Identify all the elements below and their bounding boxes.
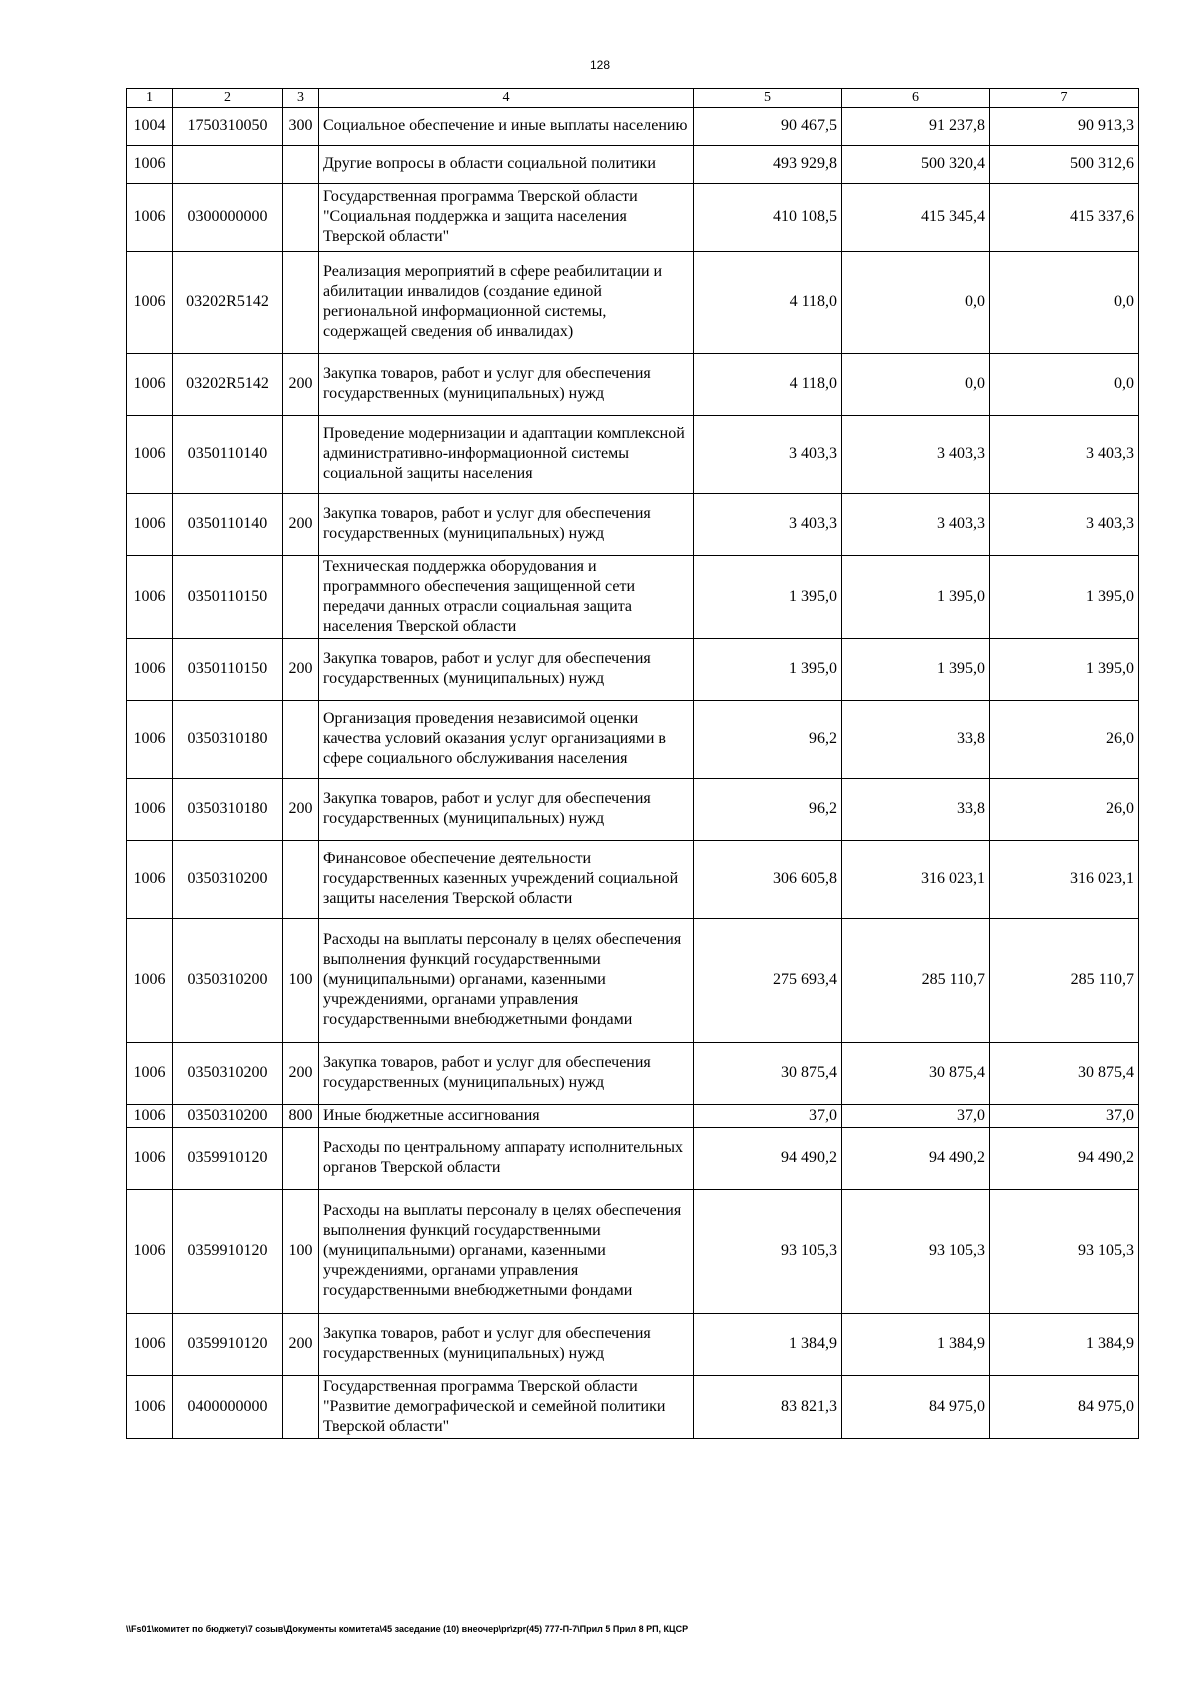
expense-type-code: 200 (283, 353, 319, 415)
table-row (127, 840, 1139, 918)
table-row (127, 353, 1139, 415)
amount-col-5: 30 875,4 (694, 1042, 842, 1104)
amount-col-7: 1 395,0 (990, 638, 1139, 700)
target-article-code: 1750310050 (173, 107, 283, 145)
target-article-code: 0300000000 (173, 183, 283, 251)
amount-col-7: 1 384,9 (990, 1313, 1139, 1375)
expense-name: Организация проведения независимой оценки качества условий оказания услуг организациями в сфере социального обслуживания населения (319, 700, 694, 778)
expense-name: Проведение модернизации и адаптации комплексной административно-информационной системы социальной защиты населения (319, 415, 694, 493)
target-article-code: 0350110150 (173, 555, 283, 638)
expense-name: Закупка товаров, работ и услуг для обеспечения государственных (муниципальных) нужд (319, 353, 694, 415)
expense-type-code (283, 251, 319, 353)
column-header: 5 (694, 89, 842, 108)
expense-type-code: 200 (283, 493, 319, 555)
amount-col-6: 93 105,3 (842, 1189, 990, 1313)
target-article-code: 0350310200 (173, 1104, 283, 1127)
page-number: 128 (589, 58, 611, 72)
amount-col-7: 26,0 (990, 778, 1139, 840)
expense-type-code (283, 1375, 319, 1438)
expense-type-code: 300 (283, 107, 319, 145)
amount-col-5: 275 693,4 (694, 918, 842, 1042)
expense-type-code (283, 1127, 319, 1189)
target-article-code: 0350110140 (173, 415, 283, 493)
amount-col-5: 3 403,3 (694, 415, 842, 493)
expense-type-code: 200 (283, 638, 319, 700)
amount-col-7: 3 403,3 (990, 493, 1139, 555)
amount-col-6: 1 384,9 (842, 1313, 990, 1375)
amount-col-6: 415 345,4 (842, 183, 990, 251)
amount-col-6: 316 023,1 (842, 840, 990, 918)
expense-type-code (283, 183, 319, 251)
target-article-code: 03202R5142 (173, 353, 283, 415)
section-code: 1006 (127, 493, 173, 555)
expense-name: Расходы по центральному аппарату исполнительных органов Тверской области (319, 1127, 694, 1189)
amount-col-5: 93 105,3 (694, 1189, 842, 1313)
section-code: 1006 (127, 145, 173, 183)
amount-col-7: 0,0 (990, 251, 1139, 353)
section-code: 1004 (127, 107, 173, 145)
amount-col-5: 410 108,5 (694, 183, 842, 251)
amount-col-6: 37,0 (842, 1104, 990, 1127)
amount-col-6: 94 490,2 (842, 1127, 990, 1189)
amount-col-7: 84 975,0 (990, 1375, 1139, 1438)
section-code: 1006 (127, 183, 173, 251)
amount-col-5: 37,0 (694, 1104, 842, 1127)
section-code: 1006 (127, 778, 173, 840)
target-article-code: 0350310200 (173, 1042, 283, 1104)
expense-type-code: 200 (283, 1042, 319, 1104)
table-row (127, 1104, 1139, 1127)
expense-type-code (283, 555, 319, 638)
expense-name: Техническая поддержка оборудования и программного обеспечения защищенной сети передачи данных отрасли социальная защита населения Тверской области (319, 555, 694, 638)
expense-name: Закупка товаров, работ и услуг для обеспечения государственных (муниципальных) нужд (319, 778, 694, 840)
section-code: 1006 (127, 1104, 173, 1127)
expense-type-code (283, 840, 319, 918)
section-code: 1006 (127, 1313, 173, 1375)
target-article-code: 0400000000 (173, 1375, 283, 1438)
expense-name: Государственная программа Тверской области "Социальная поддержка и защита населения Тверской области" (319, 183, 694, 251)
table-row (127, 1313, 1139, 1375)
amount-col-5: 94 490,2 (694, 1127, 842, 1189)
target-article-code: 0359910120 (173, 1127, 283, 1189)
amount-col-7: 1 395,0 (990, 555, 1139, 638)
amount-col-5: 83 821,3 (694, 1375, 842, 1438)
amount-col-6: 33,8 (842, 700, 990, 778)
expense-name: Закупка товаров, работ и услуг для обеспечения государственных (муниципальных) нужд (319, 1042, 694, 1104)
target-article-code: 03202R5142 (173, 251, 283, 353)
amount-col-6: 84 975,0 (842, 1375, 990, 1438)
table-row (127, 1127, 1139, 1189)
amount-col-5: 96,2 (694, 778, 842, 840)
amount-col-6: 285 110,7 (842, 918, 990, 1042)
table-row (127, 251, 1139, 353)
amount-col-5: 96,2 (694, 700, 842, 778)
column-number-row (127, 89, 1139, 108)
amount-col-7: 26,0 (990, 700, 1139, 778)
expense-type-code: 100 (283, 1189, 319, 1313)
amount-col-6: 500 320,4 (842, 145, 990, 183)
amount-col-6: 1 395,0 (842, 638, 990, 700)
amount-col-6: 3 403,3 (842, 415, 990, 493)
amount-col-7: 500 312,6 (990, 145, 1139, 183)
amount-col-7: 30 875,4 (990, 1042, 1139, 1104)
section-code: 1006 (127, 1375, 173, 1438)
target-article-code: 0350310200 (173, 918, 283, 1042)
column-header: 7 (990, 89, 1139, 108)
amount-col-7: 415 337,6 (990, 183, 1139, 251)
amount-col-7: 285 110,7 (990, 918, 1139, 1042)
section-code: 1006 (127, 638, 173, 700)
file-path-footer: \\Fs01\комитет по бюджету\7 созыв\Документы комитета\45 заседание (10) внеочер\pr\zpr(45) 777-П-7\Прил 5 Прил 8 РП, КЦСР (126, 1624, 689, 1634)
section-code: 1006 (127, 1127, 173, 1189)
amount-col-7: 94 490,2 (990, 1127, 1139, 1189)
expense-name: Другие вопросы в области социальной политики (319, 145, 694, 183)
amount-col-7: 316 023,1 (990, 840, 1139, 918)
amount-col-5: 4 118,0 (694, 251, 842, 353)
amount-col-6: 91 237,8 (842, 107, 990, 145)
budget-table (126, 88, 1139, 1439)
table-row (127, 493, 1139, 555)
amount-col-7: 37,0 (990, 1104, 1139, 1127)
table-row (127, 778, 1139, 840)
amount-col-6: 0,0 (842, 353, 990, 415)
table-row (127, 145, 1139, 183)
expense-type-code: 200 (283, 778, 319, 840)
table-row (127, 183, 1139, 251)
column-header: 3 (283, 89, 319, 108)
amount-col-7: 90 913,3 (990, 107, 1139, 145)
table-row (127, 918, 1139, 1042)
table-row (127, 107, 1139, 145)
amount-col-5: 306 605,8 (694, 840, 842, 918)
amount-col-6: 30 875,4 (842, 1042, 990, 1104)
amount-col-5: 1 384,9 (694, 1313, 842, 1375)
column-header: 1 (127, 89, 173, 108)
section-code: 1006 (127, 251, 173, 353)
amount-col-6: 33,8 (842, 778, 990, 840)
amount-col-5: 4 118,0 (694, 353, 842, 415)
section-code: 1006 (127, 1042, 173, 1104)
expense-name: Иные бюджетные ассигнования (319, 1104, 694, 1127)
target-article-code: 0359910120 (173, 1189, 283, 1313)
section-code: 1006 (127, 555, 173, 638)
expense-name: Расходы на выплаты персоналу в целях обеспечения выполнения функций государственными (муниципальными) органами, казенными учреждениями, органами управления государственными внебюджетными фондами (319, 918, 694, 1042)
target-article-code (173, 145, 283, 183)
amount-col-6: 1 395,0 (842, 555, 990, 638)
expense-name: Закупка товаров, работ и услуг для обеспечения государственных (муниципальных) нужд (319, 1313, 694, 1375)
expense-type-code: 800 (283, 1104, 319, 1127)
expense-name: Государственная программа Тверской области "Развитие демографической и семейной политики Тверской области" (319, 1375, 694, 1438)
amount-col-5: 1 395,0 (694, 555, 842, 638)
amount-col-5: 493 929,8 (694, 145, 842, 183)
table-row (127, 1042, 1139, 1104)
amount-col-7: 3 403,3 (990, 415, 1139, 493)
target-article-code: 0350310180 (173, 778, 283, 840)
target-article-code: 0350110140 (173, 493, 283, 555)
expense-type-code: 200 (283, 1313, 319, 1375)
section-code: 1006 (127, 918, 173, 1042)
table-row (127, 555, 1139, 638)
expense-name: Реализация мероприятий в сфере реабилитации и абилитации инвалидов (создание единой региональной информационной системы, содержащей сведения об инвалидах) (319, 251, 694, 353)
expense-type-code (283, 145, 319, 183)
target-article-code: 0350310200 (173, 840, 283, 918)
amount-col-6: 3 403,3 (842, 493, 990, 555)
table-row (127, 1189, 1139, 1313)
section-code: 1006 (127, 353, 173, 415)
target-article-code: 0350110150 (173, 638, 283, 700)
expense-type-code: 100 (283, 918, 319, 1042)
column-header: 6 (842, 89, 990, 108)
expense-name: Финансовое обеспечение деятельности государственных казенных учреждений социальной защиты населения Тверской области (319, 840, 694, 918)
section-code: 1006 (127, 415, 173, 493)
target-article-code: 0359910120 (173, 1313, 283, 1375)
table-row (127, 1375, 1139, 1438)
expense-name: Закупка товаров, работ и услуг для обеспечения государственных (муниципальных) нужд (319, 493, 694, 555)
column-header: 4 (319, 89, 694, 108)
column-header: 2 (173, 89, 283, 108)
expense-type-code (283, 700, 319, 778)
expense-name: Расходы на выплаты персоналу в целях обеспечения выполнения функций государственными (муниципальными) органами, казенными учреждениями, органами управления государственными внебюджетными фондами (319, 1189, 694, 1313)
amount-col-7: 0,0 (990, 353, 1139, 415)
section-code: 1006 (127, 1189, 173, 1313)
table-row (127, 638, 1139, 700)
amount-col-7: 93 105,3 (990, 1189, 1139, 1313)
section-code: 1006 (127, 700, 173, 778)
table-row (127, 415, 1139, 493)
expense-name: Социальное обеспечение и иные выплаты населению (319, 107, 694, 145)
amount-col-5: 3 403,3 (694, 493, 842, 555)
section-code: 1006 (127, 840, 173, 918)
target-article-code: 0350310180 (173, 700, 283, 778)
table-row (127, 700, 1139, 778)
amount-col-6: 0,0 (842, 251, 990, 353)
expense-type-code (283, 415, 319, 493)
amount-col-5: 90 467,5 (694, 107, 842, 145)
expense-name: Закупка товаров, работ и услуг для обеспечения государственных (муниципальных) нужд (319, 638, 694, 700)
amount-col-5: 1 395,0 (694, 638, 842, 700)
